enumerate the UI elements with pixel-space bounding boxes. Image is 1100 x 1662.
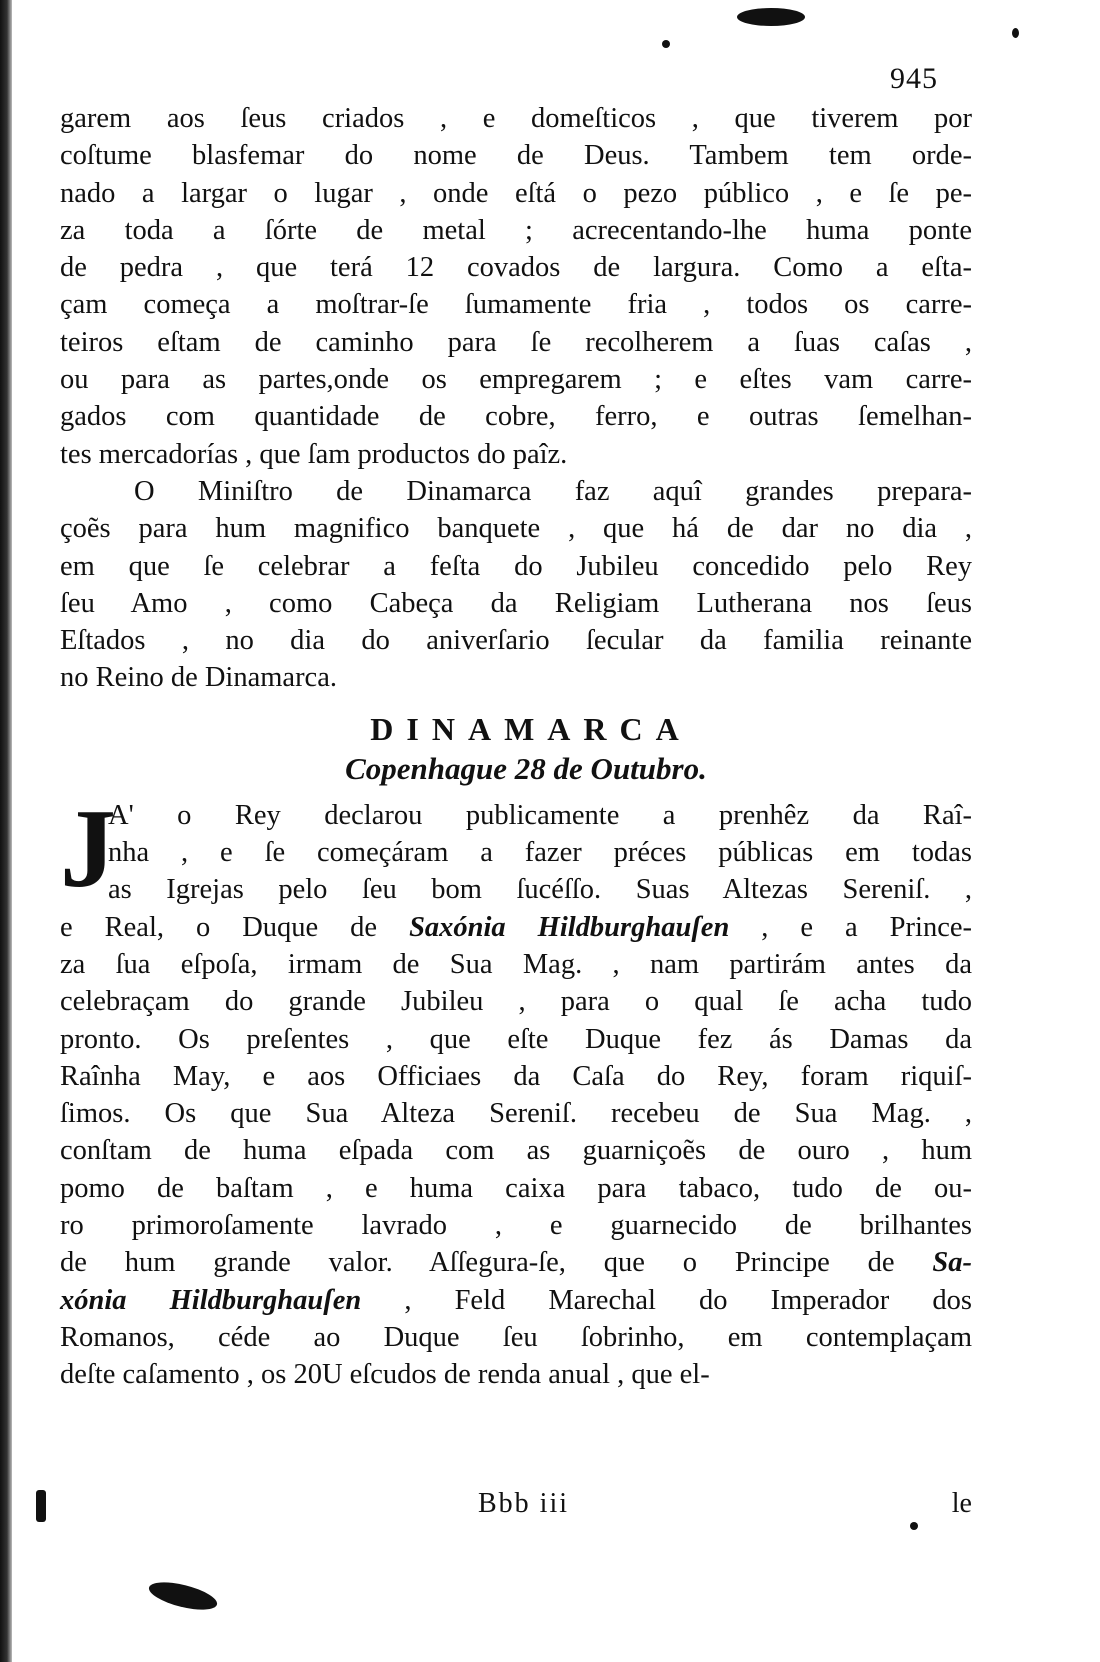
italic-name: Sa- bbox=[932, 1247, 972, 1279]
text-line bbox=[60, 1170, 972, 1207]
text-segment: , Feld Marechal do Imperador dos bbox=[361, 1284, 972, 1316]
ink-blot bbox=[146, 1577, 219, 1615]
text-line bbox=[60, 1021, 972, 1058]
text-line: O Miniſtro de Dinamarca faz aquî grandes prepara- bbox=[134, 475, 972, 507]
text-line bbox=[60, 1319, 972, 1356]
text-line: çoẽs para hum magnifico banquete , que há de dar no dia , bbox=[60, 513, 972, 545]
text-line: no Reino de Dinamarca. bbox=[60, 662, 337, 694]
text-line bbox=[60, 1356, 972, 1393]
ink-dot bbox=[1012, 28, 1019, 38]
text-line: çam começa a moſtrar-ſe ſumamente fria , todos os carre- bbox=[60, 289, 972, 321]
ink-blot bbox=[737, 8, 805, 26]
text-segment: de hum grande valor. Aſſegura-ſe, que o Principe de bbox=[60, 1247, 933, 1279]
text-segment: conſtam de huma eſpada com as guarniçoẽs de ouro , hum bbox=[60, 1135, 972, 1167]
paragraph-3 bbox=[60, 786, 972, 1394]
text-column bbox=[60, 100, 972, 1394]
text-segment: e Real, o Duque de bbox=[60, 911, 410, 943]
paragraph-2 bbox=[60, 473, 972, 697]
section-heading: DINAMARCA bbox=[370, 710, 692, 747]
signature-mark: Bbb iii bbox=[478, 1488, 570, 1519]
text-line: ſeu Amo , como Cabeça da Religiam Lutherana nos ſeus bbox=[60, 587, 972, 619]
text-segment: ro primoroſamente lavrado , e guarnecido de brilhantes bbox=[60, 1210, 972, 1242]
catchword: le bbox=[951, 1488, 972, 1519]
text-line: za toda a ſórte de metal ; acrecentando-lhe huma ponte bbox=[60, 214, 972, 246]
text-line bbox=[60, 1058, 972, 1095]
text-line: coſtume blasfemar do nome de Deus. Tambem tem orde- bbox=[60, 140, 972, 172]
text-line: em que ſe celebrar a feſta do Jubileu concedido pelo Rey bbox=[60, 550, 972, 582]
text-segment: Raînha May, e aos Officiaes da Caſa do Rey, foram riquiſ- bbox=[60, 1060, 972, 1092]
text-segment: pomo de baſtam , e huma caixa para tabaco, tudo de ou- bbox=[60, 1172, 972, 1204]
text-line bbox=[60, 946, 972, 983]
text-line bbox=[60, 983, 972, 1020]
drop-cap: J bbox=[60, 786, 116, 911]
text-segment: deſte caſamento , os 20U eſcudos de renda anual , que el- bbox=[60, 1359, 710, 1391]
text-segment: nha , e ſe começáram a fazer préces públicas em todas bbox=[108, 837, 972, 869]
text-line: nado a largar o lugar , onde eſtá o pezo público , e ſe pe- bbox=[60, 177, 972, 209]
page-number: 945 bbox=[890, 62, 938, 95]
paragraph-1 bbox=[60, 100, 972, 473]
text-line bbox=[60, 909, 972, 946]
ink-dot bbox=[662, 40, 670, 48]
text-line: garem aos ſeus criados , e domeſticos , que tiverem por bbox=[60, 103, 972, 134]
text-line bbox=[60, 1244, 972, 1281]
ink-blot bbox=[36, 1490, 46, 1522]
italic-name: xónia Hildburghauſen bbox=[60, 1284, 362, 1316]
text-segment: celebraçam do grande Jubileu , para o qual ſe acha tudo bbox=[60, 986, 972, 1018]
text-line bbox=[60, 1207, 972, 1244]
page-edge-shadow bbox=[0, 0, 12, 1662]
text-line: de pedra , que terá 12 covados de largura. Como a eſta- bbox=[60, 252, 972, 284]
text-line bbox=[60, 1282, 972, 1319]
text-line bbox=[60, 871, 972, 908]
text-segment: A' o Rey declarou publicamente a prenhêz da Raî- bbox=[108, 799, 972, 831]
page-footer bbox=[60, 1488, 972, 1528]
text-line: Eſtados , no dia do aniverſario ſecular da familia reinante bbox=[60, 625, 972, 657]
italic-name: Saxónia Hildburghauſen bbox=[409, 911, 730, 943]
text-segment: as Igrejas pelo ſeu bom ſucéſſo. Suas Altezas Sereniſ. , bbox=[108, 874, 972, 906]
text-segment: Romanos, céde ao Duque ſeu ſobrinho, em contemplaçam bbox=[60, 1321, 972, 1353]
text-line bbox=[60, 1095, 972, 1132]
text-line bbox=[60, 797, 972, 834]
text-line bbox=[60, 1132, 972, 1169]
text-segment: za ſua eſpoſa, irmam de Sua Mag. , nam partirám antes da bbox=[60, 948, 972, 980]
text-line: teiros eſtam de caminho para ſe recolherem a ſuas caſas , bbox=[60, 326, 972, 358]
text-line: ou para as partes,onde os empregarem ; e eſtes vam carre- bbox=[60, 364, 972, 396]
text-line: tes mercadorías , que ſam productos do paîz. bbox=[60, 438, 568, 470]
text-segment: ſimos. Os que Sua Alteza Sereniſ. recebeu de Sua Mag. , bbox=[60, 1098, 972, 1130]
text-segment: , e a Prince- bbox=[729, 911, 972, 943]
text-segment: pronto. Os preſentes , que eſte Duque fez ás Damas da bbox=[60, 1023, 972, 1055]
dateline: Copenhague 28 de Outubro. bbox=[345, 750, 707, 786]
text-line bbox=[60, 834, 972, 871]
text-line: gados com quantidade de cobre, ferro, e outras ſemelhan- bbox=[60, 401, 972, 433]
